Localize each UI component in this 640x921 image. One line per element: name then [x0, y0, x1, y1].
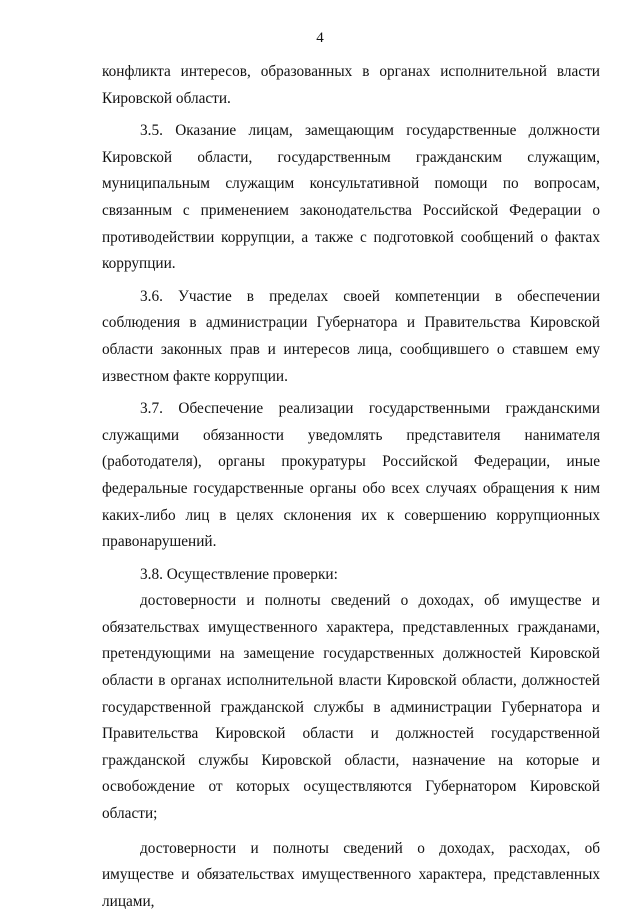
paragraph-3-5: 3.5. Оказание лицам, замещающим государственные должности Кировской области, государственным гражданским служащим, муниципальным служащим консультативной помощи по вопросам, связанным с применением законодательства Российской Федерации о противодействии коррупции, а также с подготовкой сообщений о фактах коррупции.: [102, 122, 600, 273]
paragraph-3-8-item-2: достоверности и полноты сведений о доходах, расходах, об имуществе и обязательствах имущественного характера, представленных лицами,: [102, 839, 600, 910]
document-body: [102, 59, 600, 921]
paragraph-3-8-item-1: достоверности и полноты сведений о доходах, об имуществе и обязательствах имущественного характера, представленных гражданами, претендующими на замещение государственных должностей Кировской области в органах исполнительной власти Кировской области, должностей государственной гражданской службы в администрации Губернатора и Правительства Кировской области и должностей государственной гражданской службы Кировской области, назначение на которые и освобождение от которых осуществляются Губернатором Кировской области;: [102, 592, 600, 823]
paragraph-3-8: 3.8. Осуществление проверки:: [140, 565, 338, 583]
paragraph-3-7: 3.7. Обеспечение реализации государственными гражданскими служащими обязанности уведомлять представителя нанимателя (работодателя), органы прокуратуры Российской Федерации, иные федеральные государственные органы обо всех случаях обращения к ним каких-либо лиц в целях склонения их к совершению коррупционных правонарушений.: [102, 400, 600, 551]
paragraph-continuation: конфликта интересов, образованных в органах исполнительной власти Кировской области.: [102, 63, 600, 107]
paragraph-3-6: 3.6. Участие в пределах своей компетенции в обеспечении соблюдения в администрации Губернатора и Правительства Кировской области законных прав и интересов лица, сообщившего о ставшем ему известном факте коррупции.: [102, 287, 600, 385]
page-number: 4: [316, 30, 324, 46]
